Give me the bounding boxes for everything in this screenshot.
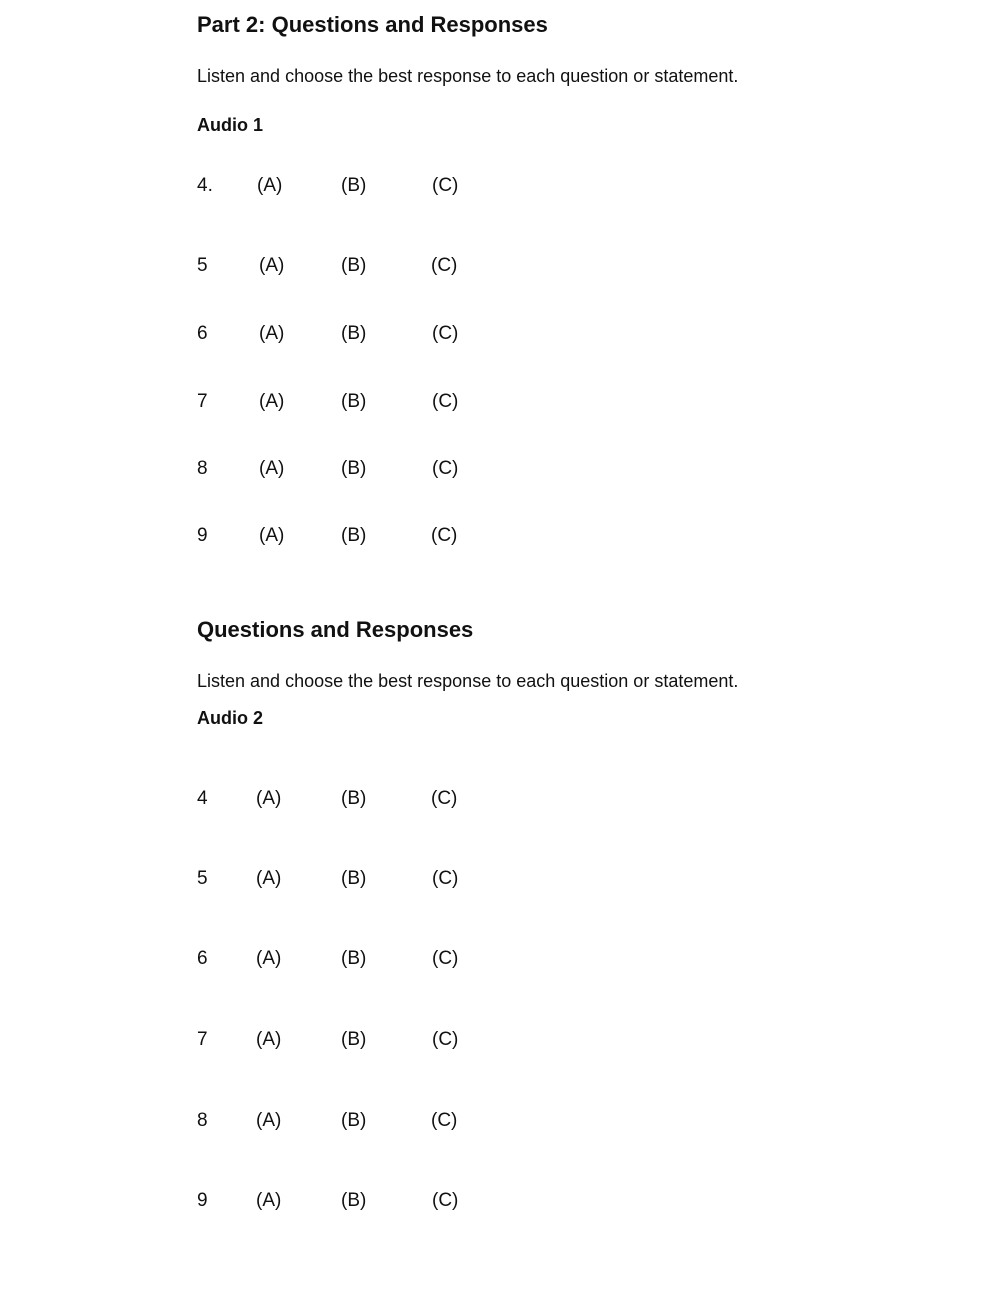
option-c[interactable]: (C) [432,948,459,969]
option-a[interactable]: (A) [259,525,285,546]
option-a[interactable]: (A) [256,1029,282,1050]
question-row [0,457,1000,481]
option-c[interactable]: (C) [432,1190,459,1211]
option-c[interactable]: (C) [432,868,459,889]
option-b[interactable]: (B) [341,868,367,889]
question-row [0,1028,1000,1052]
section-2-audio-label: Audio 2 [197,708,263,728]
question-number: 4. [197,175,213,196]
option-b[interactable]: (B) [341,175,367,196]
option-b[interactable]: (B) [341,391,367,412]
question-row [0,322,1000,346]
section-1-instruction: Listen and choose the best response to each question or statement. [197,66,739,86]
question-number: 4 [197,788,208,809]
option-c[interactable]: (C) [432,323,459,344]
option-a[interactable]: (A) [256,1110,282,1131]
option-c[interactable]: (C) [432,391,459,412]
option-b[interactable]: (B) [341,458,367,479]
question-number: 9 [197,1190,208,1211]
option-a[interactable]: (A) [257,175,283,196]
question-number: 7 [197,391,208,412]
question-row [0,524,1000,548]
option-b[interactable]: (B) [341,1029,367,1050]
section-1-audio-label: Audio 1 [197,115,263,135]
option-a[interactable]: (A) [256,1190,282,1211]
option-a[interactable]: (A) [259,391,285,412]
option-a[interactable]: (A) [256,948,282,969]
question-row [0,254,1000,278]
option-a[interactable]: (A) [259,458,285,479]
option-b[interactable]: (B) [341,948,367,969]
question-number: 6 [197,323,208,344]
question-row [0,947,1000,971]
question-number: 6 [197,948,208,969]
question-number: 9 [197,525,208,546]
option-c[interactable]: (C) [432,458,459,479]
section-1-title: Part 2: Questions and Responses [197,12,548,37]
question-number: 8 [197,1110,208,1131]
option-c[interactable]: (C) [431,255,458,276]
question-row [0,867,1000,891]
option-b[interactable]: (B) [341,525,367,546]
question-row [0,390,1000,414]
question-row [0,1189,1000,1213]
question-number: 8 [197,458,208,479]
option-c[interactable]: (C) [431,525,458,546]
question-row [0,174,1000,198]
question-number: 5 [197,868,208,889]
option-c[interactable]: (C) [432,1029,459,1050]
section-2-instruction: Listen and choose the best response to each question or statement. [197,671,739,691]
question-row [0,1109,1000,1133]
option-c[interactable]: (C) [431,788,458,809]
option-b[interactable]: (B) [341,1190,367,1211]
option-b[interactable]: (B) [341,1110,367,1131]
option-a[interactable]: (A) [259,323,285,344]
option-a[interactable]: (A) [256,788,282,809]
option-c[interactable]: (C) [432,175,459,196]
option-a[interactable]: (A) [259,255,285,276]
question-row [0,787,1000,811]
section-2-title: Questions and Responses [197,617,474,642]
question-number: 7 [197,1029,208,1050]
option-b[interactable]: (B) [341,788,367,809]
option-b[interactable]: (B) [341,323,367,344]
option-c[interactable]: (C) [431,1110,458,1131]
option-a[interactable]: (A) [256,868,282,889]
question-number: 5 [197,255,208,276]
option-b[interactable]: (B) [341,255,367,276]
